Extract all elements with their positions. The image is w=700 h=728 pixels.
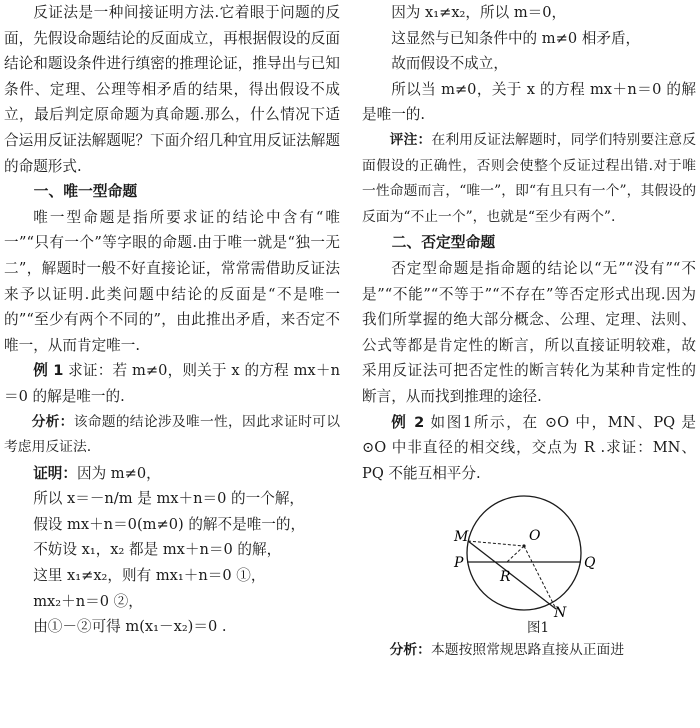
comment-label: 评注：	[389, 131, 432, 148]
label-r: R	[500, 569, 511, 586]
segment-on	[524, 546, 556, 609]
left-column	[4, 0, 340, 640]
proof-line-6: 由①－②可得 m(x₁－x₂)＝0 .	[33, 618, 227, 636]
section1-paragraph: 唯一型命题是指所要求证的结论中含有“唯一”“只有一个”等字眼的命题.由于唯一就是“独一无二”，解题时一般不好直接论证，常常需借助反证法来予以证明.此类问题中结论的反面是“不是唯一的”“至少有两个不同的”，由此推出矛盾，来否定不唯一，从而肯定唯一.	[4, 208, 340, 354]
proof-label: 证明：	[33, 464, 77, 482]
right-column	[362, 0, 696, 664]
proof-first-line: 因为 m≠0，	[76, 464, 161, 482]
proof-line-4: 这里 x₁≠x₂，则有 mx₁＋n＝0 ①，	[33, 567, 266, 585]
example2-text: 如图1所示，在 ⊙O 中，MN、PQ 是 ⊙O 中非直径的相交线，交点为 R .求证：MN、PQ 不能互相平分.	[362, 413, 696, 482]
proof-cont-line-3: 故而假设不成立，	[391, 55, 508, 73]
section2-paragraph: 否定型命题是指命题的结论以“无”“没有”“不是”“不能”“不等于”“不存在”等否定形式出现.因为我们所掌握的绝大部分概念、公理、定理、法则、公式等都是肯定性的断言，所以直接证明较难，故采用反证法可把否定性的断言转化为某种肯定性的断言，从而找到推理的途径.	[362, 259, 696, 405]
proof-line-1: 所以 x＝－n/m 是 mx＋n＝0 的一个解，	[33, 490, 305, 508]
intro-paragraph: 反证法是一种间接证明方法.它着眼于问题的反面，先假设命题结论的反面成立，再根据假设的反面结论和题设条件进行缜密的推理论证，推导出与已知条件、定理、公理等相矛盾的结果，得出假设不成立，最后判定原命题为真命题.那么，什么情况下适合运用反证法解题呢？下面介绍几种宜用反证法解题的命题形式.	[4, 4, 340, 175]
proof-cont-line-4: 所以当 m≠0，关于 x 的方程 mx＋n＝0 的解是唯一的.	[362, 80, 696, 124]
analysis1-label: 分析：	[31, 413, 74, 430]
section2-heading: 二、否定型命题	[391, 234, 496, 252]
label-q: Q	[584, 555, 596, 572]
analysis2-label: 分析：	[389, 642, 431, 659]
comment	[362, 128, 696, 230]
chord-mn	[468, 541, 556, 609]
example1	[4, 358, 340, 409]
analysis2-text: 本题按照常规思路直接从正面进	[430, 642, 625, 659]
label-o: O	[529, 528, 541, 545]
proof-line-2: 假设 mx＋n＝0(m≠0) 的解不是唯一的，	[33, 515, 306, 533]
analysis2	[362, 638, 696, 664]
example1-text: 求证：若 m≠0，则关于 x 的方程 mx＋n＝0 的解是唯一的.	[4, 362, 340, 405]
section1-heading: 一、唯一型命题	[33, 183, 138, 201]
segment-or	[507, 546, 524, 562]
center-point	[522, 545, 525, 548]
label-p: P	[454, 555, 464, 572]
label-m: M	[454, 529, 469, 546]
example2	[362, 410, 696, 487]
example2-label: 例 2	[391, 413, 425, 431]
proof-cont-line-2: 这显然与已知条件中的 m≠0 相矛盾，	[391, 29, 641, 47]
segment-mo	[468, 541, 524, 546]
proof-cont-line-1: 因为 x₁≠x₂，所以 m＝0，	[391, 4, 567, 21]
comment-text: 在利用反证法解题时，同学们特别要注意反面假设的正确性，否则会使整个反证过程出错.对于唯一性命题而言，“唯一”，即“有且只有一个”，其假设的反面为“不止一个”，也就是“至少有两个”.	[362, 131, 697, 225]
analysis1-text: 该命题的结论涉及唯一性，因此求证时可以考虑用反证法.	[4, 413, 341, 456]
example1-label: 例 1	[33, 362, 64, 380]
analysis1	[4, 410, 340, 461]
proof-line-5: mx₂＋n＝0 ②，	[33, 592, 143, 610]
label-n: N	[554, 605, 567, 619]
proof-line-3: 不妨设 x₁，x₂ 都是 mx＋n＝0 的解，	[33, 541, 282, 559]
geometry-diagram	[450, 490, 600, 618]
figure-caption: 图1	[526, 620, 550, 637]
proof-start	[4, 461, 340, 487]
circle-figure	[362, 490, 696, 618]
